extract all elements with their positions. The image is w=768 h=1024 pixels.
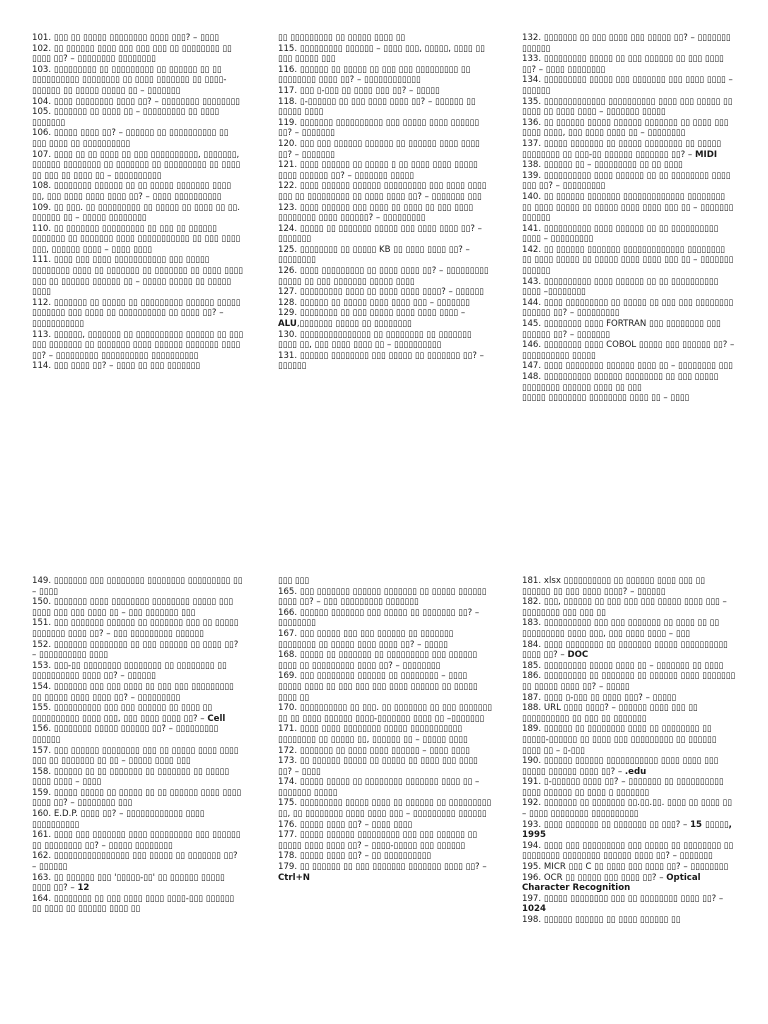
question-item: 151. ▯▯▯ ▯▯▯▯▯▯▯ ▯▯▯▯▯▯ ▯▯ ▯▯▯▯▯▯▯ ▯▯▯ ▯▯ ▯▯▯▯▯ ▯▯▯▯▯▯▯ ▯▯▯▯ ▯▯? – ▯▯▯ ▯▯▯▯▯▯▯▯▯ ▯▯▯▯▯▯	[32, 618, 239, 639]
question-item: 184. ▯▯▯▯ ▯▯▯▯▯▯▯▯ ▯▯ ▯▯▯▯▯▯▯ ▯▯▯▯▯ ▯▯▯▯▯▯▯▯▯▯ ▯▯▯▯ ▯▯? – DOC	[522, 639, 728, 661]
text-column-2	[278, 33, 492, 503]
question-item: 148. ▯▯▯▯▯▯▯▯▯▯ ▯▯▯▯▯▯ ▯▯▯▯▯▯▯▯ ▯▯ ▯▯▯ ▯▯▯▯▯ ▯▯▯▯▯▯▯▯ ▯▯▯▯▯▯ ▯▯▯▯ ▯▯ ▯▯▯	[522, 372, 719, 393]
question-item: 178. ▯▯▯▯▯ ▯▯▯▯ ▯▯? – ▯▯ ▯▯▯▯▯▯▯▯▯▯	[278, 851, 432, 862]
question-item: 102. ▯▯ ▯▯▯▯▯▯ ▯▯▯▯ ▯▯▯ ▯▯▯ ▯▯▯ ▯▯ ▯▯▯▯▯▯▯▯ ▯▯ ▯▯▯▯ ▯▯? – ▯▯▯▯▯▯▯▯ ▯▯▯▯▯▯▯▯	[32, 43, 232, 65]
question-item: 130. ▯▯▯▯▯▯▯▯▯▯▯▯▯▯▯ ▯▯ ▯▯▯▯▯▯▯▯ ▯▯ ▯▯▯▯▯▯▯ ▯▯▯▯ ▯▯, ▯▯▯ ▯▯▯▯ ▯▯▯▯ ▯▯ – ▯▯▯▯▯▯▯▯▯▯	[278, 329, 472, 351]
question-item: 182. ▯▯▯, ▯▯▯▯▯▯ ▯▯ ▯▯▯ ▯▯▯ ▯▯▯ ▯▯▯▯▯ ▯▯▯▯ ▯▯▯ – ▯▯▯▯▯▯▯▯ ▯▯▯ ▯▯▯ ▯▯	[522, 597, 727, 618]
question-item: 101. ▯▯▯ ▯▯ ▯▯▯▯▯ ▯▯▯▯▯▯▯▯ ▯▯▯▯ ▯▯▯? – ▯▯▯▯	[32, 33, 219, 43]
question-item: 181. xlsx ▯▯▯▯▯▯▯▯▯▯ ▯▯ ▯▯▯▯▯▯ ▯▯▯▯ ▯▯▯ ▯▯ ▯▯▯▯▯▯ ▯▯ ▯▯▯ ▯▯▯▯ ▯▯▯▯? – ▯▯▯▯▯▯	[522, 576, 705, 597]
question-item: 115. ▯▯▯▯▯▯▯▯▯ ▯▯▯▯▯▯ – ▯▯▯▯ ▯▯▯, ▯▯▯▯▯, ▯▯▯▯ ▯▯ ▯▯▯ ▯▯▯▯▯ ▯▯▯	[278, 43, 485, 65]
question-item: 168. ▯▯▯▯▯ ▯▯ ▯▯▯▯▯▯▯ ▯▯ ▯▯▯▯▯▯▯▯▯ ▯▯▯ ▯▯▯▯▯▯ ▯▯▯▯ ▯▯ ▯▯▯▯▯▯▯▯▯ ▯▯▯▯ ▯▯? – ▯▯▯▯▯▯▯▯	[278, 650, 478, 671]
question-item: 145. ▯▯▯▯▯▯▯▯ ▯▯▯▯ FORTRAN ▯▯▯ ▯▯▯▯▯▯▯▯ ▯▯▯ ▯▯▯▯▯▯ ▯▯? – ▯▯▯▯▯▯▯	[522, 319, 721, 340]
question-item: 127. ▯▯▯▯▯▯▯▯▯ ▯▯▯▯ ▯▯ ▯▯▯▯ ▯▯▯▯ ▯▯▯▯? – ▯▯▯▯▯▯	[278, 287, 484, 298]
question-item: 156. ▯▯▯▯▯▯▯▯ ▯▯▯▯▯ ▯▯▯▯▯▯ ▯▯? – ▯▯▯▯▯▯▯▯▯ ▯▯▯▯▯▯	[32, 724, 219, 745]
question-item: 110. ▯▯ ▯▯▯▯▯▯▯ ▯▯▯▯▯▯▯▯▯ ▯▯ ▯▯▯ ▯▯ ▯▯▯▯▯▯ ▯▯▯▯▯▯▯ ▯▯ ▯▯▯▯▯▯▯ ▯▯▯▯ ▯▯▯▯▯▯▯▯▯▯▯ ▯▯ ▯▯▯ ▯▯▯▯ ▯▯▯, ▯▯▯▯▯▯ ▯▯▯▯ – ▯▯▯▯ ▯▯▯▯	[32, 223, 241, 255]
text-column-5	[278, 576, 492, 1024]
question-item: 146. ▯▯▯▯▯▯▯▯ ▯▯▯▯ COBOL ▯▯▯▯▯ ▯▯▯ ▯▯▯▯▯▯ ▯▯? – ▯▯▯▯▯▯▯▯▯▯ ▯▯▯▯▯	[522, 340, 735, 361]
question-item: 196. OCR ▯▯ ▯▯▯▯▯ ▯▯▯ ▯▯▯▯ ▯▯? – Optical Character Recognition	[522, 872, 701, 894]
question-item: 140. ▯▯ ▯▯▯▯▯▯ ▯▯▯▯▯▯▯ ▯▯▯▯▯▯▯▯▯▯▯▯▯ ▯▯▯▯▯▯▯▯ ▯▯ ▯▯▯▯ ▯▯▯▯▯ ▯▯ ▯▯▯▯▯ ▯▯▯▯ ▯▯▯▯ ▯▯▯ ▯▯ – ▯▯▯▯▯▯▯ ▯▯▯▯▯▯	[522, 191, 734, 224]
question-item: 164. ▯▯▯▯▯▯▯▯ ▯▯ ▯▯▯ ▯▯▯▯ ▯▯▯▯ ▯▯▯▯-▯▯▯ ▯▯▯▯▯▯ ▯▯ ▯▯▯▯ ▯▯ ▯▯▯▯▯▯ ▯▯▯▯ ▯▯	[32, 893, 235, 915]
question-item: 191. ▯-▯▯▯▯▯▯ ▯▯▯▯ ▯▯? – ▯▯▯▯▯▯▯ ▯▯ ▯▯▯▯▯▯▯▯▯▯ ▯▯▯▯ ▯▯▯▯▯▯ ▯▯ ▯▯▯▯ ▯ ▯▯▯▯▯▯▯	[522, 777, 724, 798]
question-item: 174. ▯▯▯▯▯ ▯▯▯▯▯ ▯▯ ▯▯▯▯▯▯▯▯ ▯▯▯▯▯▯▯ ▯▯▯▯ ▯▯ – ▯▯▯▯▯▯▯ ▯▯▯▯▯	[278, 777, 480, 798]
question-item: 176. ▯▯▯▯▯ ▯▯▯▯ ▯▯? – ▯▯▯▯ ▯▯▯▯	[278, 819, 413, 830]
question-item: 165. ▯▯▯ ▯▯▯▯▯▯▯ ▯▯▯▯▯▯ ▯▯▯▯▯▯▯ ▯▯ ▯▯▯▯▯ ▯▯▯▯▯▯ ▯▯▯▯ ▯▯? – ▯▯▯ ▯▯▯▯▯▯▯▯▯ ▯▯▯▯▯▯▯	[278, 586, 487, 608]
question-item: 173. ▯▯ ▯▯▯▯▯▯ ▯▯▯▯▯ ▯▯ ▯▯▯▯▯ ▯▯ ▯▯▯▯ ▯▯▯ ▯▯▯▯ ▯▯? – ▯▯▯▯	[278, 756, 478, 777]
question-item: 171. ▯▯▯▯ ▯▯▯▯ ▯▯▯▯▯▯▯▯ ▯▯▯▯▯ ▯▯▯▯▯▯▯▯▯▯▯ ▯▯▯▯▯▯▯▯ ▯▯ ▯▯▯▯▯ ▯▯, ▯▯▯▯▯▯ ▯▯ – ▯▯▯▯▯ ▯▯▯▯	[278, 724, 468, 745]
question-item: 158. ▯▯▯▯▯▯ ▯▯ ▯▯ ▯▯▯▯▯▯▯ ▯▯ ▯▯▯▯▯▯▯ ▯▯ ▯▯▯▯▯ ▯▯▯▯ ▯▯▯▯ – ▯▯▯▯	[32, 766, 230, 788]
question-item: 112. ▯▯▯▯▯▯▯ ▯▯ ▯▯▯▯▯ ▯▯ ▯▯▯▯▯▯▯▯▯ ▯▯▯▯▯▯ ▯▯▯▯▯ ▯▯▯▯▯▯▯ ▯▯▯ ▯▯▯▯ ▯▯ ▯▯▯▯▯▯▯▯▯▯ ▯▯ ▯▯▯▯ ▯▯? – ▯▯▯▯▯▯▯▯▯▯▯	[32, 297, 241, 330]
question-item: 134. ▯▯▯▯▯▯▯▯▯ ▯▯▯▯▯ ▯▯▯ ▯▯▯▯▯▯▯ ▯▯▯ ▯▯▯▯ ▯▯▯▯ – ▯▯▯▯▯▯	[522, 75, 733, 96]
question-item: 129. ▯▯▯▯▯▯▯▯ ▯▯ ▯▯▯ ▯▯▯▯▯ ▯▯▯▯ ▯▯▯▯ ▯▯▯▯ – ALU,▯▯▯▯▯▯▯ ▯▯▯▯▯ ▯▯ ▯▯▯▯▯▯▯▯	[278, 308, 466, 330]
question-item: 137. ▯▯▯▯▯ ▯▯▯▯▯▯▯ ▯▯ ▯▯▯▯▯ ▯▯▯▯▯▯▯▯ ▯▯ ▯▯▯▯▯ ▯▯▯▯▯▯▯▯ ▯▯ ▯▯▯-▯▯ ▯▯▯▯▯▯ ▯▯▯▯▯▯▯ ▯▯? – MIDI	[522, 138, 722, 160]
question-item: 187. ▯▯▯▯ ▯-▯▯▯ ▯▯ ▯▯▯▯ ▯▯▯? – ▯▯▯▯▯	[522, 692, 677, 703]
question-item: 141. ▯▯▯▯▯▯▯▯▯▯ ▯▯▯▯ ▯▯▯▯▯▯ ▯▯ ▯▯ ▯▯▯▯▯▯▯▯▯▯ ▯▯▯▯ – ▯▯▯▯▯▯▯▯▯	[522, 223, 719, 245]
question-item: 117. ▯▯▯ ▯-▯▯▯ ▯▯ ▯▯▯▯ ▯▯▯ ▯▯? – ▯▯▯▯▯	[278, 85, 440, 96]
question-item: 143. ▯▯▯▯▯▯▯▯▯▯ ▯▯▯▯ ▯▯▯▯▯▯ ▯▯ ▯▯ ▯▯▯▯▯▯▯▯▯▯ ▯▯▯▯ –▯▯▯▯▯▯▯▯	[522, 276, 719, 298]
question-item: 192. ▯▯▯▯▯▯▯ ▯▯ ▯▯▯▯▯▯▯ ▯▯.▯▯.▯▯. ▯▯▯▯ ▯▯ ▯▯▯▯ ▯▯ – ▯▯▯▯ ▯▯▯▯▯▯▯▯ ▯▯▯▯▯▯▯▯▯▯	[522, 798, 732, 820]
question-item: 190. ▯▯▯▯▯▯ ▯▯▯▯▯▯ ▯▯▯▯▯▯▯▯▯▯▯ ▯▯▯▯ ▯▯▯▯ ▯▯▯ ▯▯▯▯▯ ▯▯▯▯▯▯ ▯▯▯▯ ▯▯? – .edu	[522, 756, 719, 777]
question-item: 105. ▯▯▯▯▯▯▯ ▯▯ ▯▯▯▯ ▯▯ – ▯▯▯▯▯▯▯▯▯ ▯▯ ▯▯▯▯ ▯▯▯▯▯▯▯	[32, 107, 220, 128]
question-item: 169. ▯▯▯ ▯▯▯▯▯▯▯▯ ▯▯▯▯▯▯ ▯▯ ▯▯▯▯▯▯▯▯ – ▯▯▯▯ ▯▯▯▯▯ ▯▯▯▯ ▯▯ ▯▯▯ ▯▯▯ ▯▯▯ ▯▯▯▯ ▯▯▯▯▯▯ ▯▯ ▯▯▯▯▯ ▯▯▯▯ ▯▯	[278, 671, 478, 703]
question-item: 183. ▯▯▯▯▯▯▯▯▯▯ ▯▯▯ ▯▯▯ ▯▯▯▯▯▯▯ ▯▯ ▯▯▯▯ ▯▯ ▯▯ ▯▯▯▯▯▯▯▯▯ ▯▯▯▯ ▯▯▯, ▯▯▯ ▯▯▯▯ ▯▯▯▯ – ▯▯▯	[522, 618, 720, 639]
question-item: 119. ▯▯▯▯▯▯▯ ▯▯▯▯▯▯▯▯▯▯ ▯▯▯ ▯▯▯▯▯ ▯▯▯▯ ▯▯▯▯▯▯ ▯▯? – ▯▯▯▯▯▯▯	[278, 117, 480, 139]
question-item: 197. ▯▯▯▯▯ ▯▯▯▯▯▯▯▯ ▯▯▯ ▯▯ ▯▯▯▯▯▯▯▯ ▯▯▯▯ ▯▯? – 1024	[522, 893, 724, 915]
question-item: 177. ▯▯▯▯▯ ▯▯▯▯▯▯ ▯▯▯▯▯▯▯▯▯ ▯▯▯ ▯▯▯ ▯▯▯▯▯▯ ▯▯ ▯▯▯▯▯ ▯▯▯▯ ▯▯▯▯ ▯▯? – ▯▯▯▯-▯▯▯▯▯ ▯▯▯ ▯▯▯▯▯▯	[278, 830, 478, 851]
text-column-4	[32, 576, 244, 1024]
question-item: 157. ▯▯▯ ▯▯▯▯▯▯ ▯▯▯▯▯▯▯▯ ▯▯▯ ▯▯ ▯▯▯▯▯ ▯▯▯▯ ▯▯▯▯ ▯▯▯ ▯▯ ▯▯▯▯▯▯▯ ▯▯ ▯▯ – ▯▯▯▯▯ ▯▯▯▯ ▯▯▯	[32, 745, 239, 767]
question-item: 123. ▯▯▯▯ ▯▯▯▯▯▯ ▯▯▯ ▯▯▯▯ ▯▯ ▯▯▯▯ ▯▯ ▯▯▯ ▯▯▯▯ ▯▯▯▯▯▯▯▯ ▯▯▯▯ ▯▯▯▯▯▯? – ▯▯▯▯▯▯▯▯▯	[278, 202, 474, 224]
question-item: 116. ▯▯▯▯▯▯ ▯▯ ▯▯▯▯▯ ▯▯ ▯▯▯ ▯▯▯ ▯▯▯▯▯▯▯▯▯ ▯▯ ▯▯▯▯▯▯▯▯ ▯▯▯▯ ▯▯? – ▯▯▯▯▯▯▯▯▯▯▯▯	[278, 64, 471, 86]
question-item: 132. ▯▯▯▯▯▯▯ ▯▯ ▯▯▯ ▯▯▯▯ ▯▯▯ ▯▯▯▯▯ ▯▯? – ▯▯▯▯▯▯▯ ▯▯▯▯▯▯	[522, 33, 731, 54]
question-item: 121. ▯▯▯▯ ▯▯▯▯▯▯ ▯▯ ▯▯▯▯▯ ▯ ▯▯ ▯▯▯▯ ▯▯▯▯ ▯▯▯▯▯ ▯▯▯▯ ▯▯▯▯▯▯ ▯▯? – ▯▯▯▯▯▯▯ ▯▯▯▯▯	[278, 160, 478, 181]
question-item: 172. ▯▯▯▯▯▯▯ ▯▯ ▯▯▯▯ ▯▯▯▯ ▯▯▯▯▯▯ – ▯▯▯▯ ▯▯▯▯	[278, 745, 470, 756]
question-item: 154. ▯▯▯▯▯▯▯ ▯▯▯ ▯▯▯ ▯▯▯▯ ▯▯ ▯▯▯ ▯▯▯ ▯▯▯▯▯▯▯▯▯ ▯▯ ▯▯▯▯▯ ▯▯▯▯ ▯▯▯▯ ▯▯? – ▯▯▯▯▯▯▯▯▯	[32, 681, 234, 703]
question-item: 155. ▯▯▯▯▯▯▯▯▯▯ ▯▯▯ ▯▯▯ ▯▯▯▯▯▯ ▯▯ ▯▯▯▯ ▯▯ ▯▯▯▯▯▯▯▯▯▯ ▯▯▯▯ ▯▯▯, ▯▯▯ ▯▯▯▯ ▯▯▯▯ ▯▯? – Cell	[32, 703, 226, 724]
question-item: 128. ▯▯▯▯▯▯ ▯▯ ▯▯▯▯▯ ▯▯▯▯ ▯▯▯▯ ▯▯▯ – ▯▯▯▯▯▯▯	[278, 297, 470, 308]
question-item: 139. ▯▯▯▯▯▯▯▯▯▯ ▯▯▯▯ ▯▯▯▯▯▯ ▯▯ ▯▯ ▯▯▯▯▯▯▯▯ ▯▯▯▯ ▯▯▯ ▯▯? – ▯▯▯▯▯▯▯▯▯	[522, 170, 731, 192]
question-item: 195. MICR ▯▯▯ C ▯▯ ▯▯▯▯ ▯▯▯ ▯▯▯▯ ▯▯? – ▯▯▯▯▯▯▯▯	[522, 862, 729, 873]
question-item: 186. ▯▯▯▯▯▯▯▯▯ ▯▯ ▯▯▯▯▯▯▯ ▯▯ ▯▯▯▯▯▯ ▯▯▯▯ ▯▯▯▯▯▯▯ ▯▯ ▯▯▯▯▯ ▯▯▯▯ ▯▯? – ▯▯▯▯▯	[522, 671, 736, 692]
question-item: ▯▯▯▯▯ ▯▯▯▯▯▯▯▯ ▯▯▯▯▯▯▯▯ ▯▯▯▯ ▯▯ – ▯▯▯▯	[522, 393, 690, 404]
text-column-1	[32, 33, 244, 503]
question-item: 161. ▯▯▯▯ ▯▯▯ ▯▯▯▯▯▯▯ ▯▯▯▯ ▯▯▯▯▯▯▯▯▯ ▯▯▯ ▯▯▯▯▯▯ ▯▯ ▯▯▯▯▯▯▯▯ ▯▯? – ▯▯▯▯▯ ▯▯▯▯▯▯▯▯	[32, 830, 241, 851]
text-column-3	[522, 33, 736, 503]
question-item: 185. ▯▯▯▯▯▯▯▯▯ ▯▯▯▯▯ ▯▯▯▯ ▯▯ – ▯▯▯▯▯▯▯ ▯▯ ▯▯▯▯	[522, 660, 724, 671]
question-item: 167. ▯▯▯ ▯▯▯▯▯ ▯▯▯ ▯▯▯ ▯▯▯▯▯▯ ▯▯ ▯▯▯▯▯▯▯ ▯▯▯▯▯▯▯▯ ▯▯ ▯▯▯▯▯ ▯▯▯▯ ▯▯▯▯ ▯▯? – ▯▯▯▯▯	[278, 628, 454, 650]
question-item: 103. ▯▯▯▯▯▯▯▯▯ ▯▯ ▯▯▯▯▯▯▯▯▯ ▯▯ ▯▯▯▯▯▯ ▯▯ ▯▯ ▯▯▯▯▯▯▯▯▯▯ ▯▯▯▯▯▯▯▯ ▯▯ ▯▯▯▯ ▯▯▯▯▯▯▯ ▯▯ ▯▯▯▯-▯▯▯▯▯▯ ▯▯ ▯▯▯▯▯ ▯▯▯▯▯ ▯▯ – ▯▯▯▯▯▯▯	[32, 64, 227, 96]
question-item: 126. ▯▯▯▯ ▯▯▯▯▯▯▯▯▯ ▯▯ ▯▯▯▯ ▯▯▯▯ ▯▯? – ▯▯▯▯▯▯▯▯▯ ▯▯▯▯▯ ▯▯ ▯▯▯ ▯▯▯▯▯▯▯ ▯▯▯▯▯ ▯▯▯▯	[278, 266, 489, 287]
question-item: 131. ▯▯▯▯▯▯ ▯▯▯▯▯▯▯▯ ▯▯▯ ▯▯▯▯▯ ▯▯ ▯▯▯▯▯▯▯ ▯▯? –▯▯▯▯▯▯	[278, 350, 484, 372]
question-item: 198. ▯▯▯▯▯▯ ▯▯▯▯▯▯ ▯▯ ▯▯▯▯ ▯▯▯▯▯▯ ▯▯	[522, 915, 681, 925]
question-item: 136. ▯▯ ▯▯▯▯▯▯ ▯▯▯▯▯ ▯▯▯▯▯▯ ▯▯▯▯▯▯▯ ▯▯ ▯▯▯▯ ▯▯▯ ▯▯▯▯ ▯▯▯▯, ▯▯▯ ▯▯▯▯ ▯▯▯▯ ▯▯ – ▯▯▯▯▯▯▯▯	[522, 117, 729, 139]
question-item: 189. ▯▯▯▯▯▯ ▯▯ ▯▯▯▯▯▯▯▯ ▯▯▯▯ ▯▯ ▯▯▯▯▯▯▯▯ ▯▯ ▯▯▯▯▯-▯▯▯▯▯▯ ▯▯ ▯▯▯▯ ▯▯▯ ▯▯▯▯▯▯▯▯▯ ▯▯ ▯▯▯▯▯▯ ▯▯▯▯ ▯▯ – ▯-▯▯▯	[522, 724, 717, 756]
question-item: 108. ▯▯▯▯▯▯▯▯ ▯▯▯▯▯▯ ▯▯ ▯▯ ▯▯▯▯▯ ▯▯▯▯▯▯▯ ▯▯▯▯ ▯▯, ▯▯▯ ▯▯▯▯ ▯▯▯▯ ▯▯▯▯ ▯▯? – ▯▯▯▯ ▯▯▯▯▯▯▯▯▯▯	[32, 181, 232, 202]
question-item: 122. ▯▯▯▯ ▯▯▯▯▯▯ ▯▯▯▯▯▯ ▯▯▯▯▯▯▯▯▯ ▯▯▯ ▯▯▯▯ ▯▯▯▯ ▯▯▯ ▯▯ ▯▯▯▯▯▯▯▯▯ ▯▯ ▯▯▯▯ ▯▯▯▯ ▯▯? – ▯▯▯▯▯▯▯ ▯▯▯	[278, 181, 487, 202]
question-item: 118. ▯-▯▯▯▯▯▯ ▯▯ ▯▯▯ ▯▯▯▯ ▯▯▯▯ ▯▯? – ▯▯▯▯▯▯ ▯▯ ▯▯▯▯▯ ▯▯▯▯	[278, 96, 476, 118]
question-item: 193. ▯▯▯▯ ▯▯▯▯▯▯▯ ▯▯ ▯▯▯▯▯▯▯ ▯▯ ▯▯▯? – 15 ▯▯▯▯▯, 1995	[522, 819, 732, 841]
question-item: 147. ▯▯▯▯ ▯▯▯▯▯▯▯▯ ▯▯▯▯▯▯ ▯▯▯▯ ▯▯ – ▯▯▯▯▯▯▯▯ ▯▯▯	[522, 361, 733, 372]
question-item: 150. ▯▯▯▯▯▯▯ ▯▯▯▯ ▯▯▯▯▯▯▯▯ ▯▯▯▯▯▯▯▯ ▯▯▯▯▯ ▯▯▯ ▯▯▯▯ ▯▯▯ ▯▯▯ ▯▯▯▯ ▯▯ – ▯▯▯ ▯▯▯▯▯▯▯ ▯▯▯	[32, 597, 234, 618]
question-item: 188. URL ▯▯▯▯ ▯▯▯▯? – ▯▯▯▯▯▯ ▯▯▯▯ ▯▯▯ ▯▯ ▯▯▯▯▯▯▯▯▯▯ ▯▯ ▯▯▯ ▯▯ ▯▯▯▯▯▯▯	[522, 703, 698, 724]
question-item: 152. ▯▯▯▯▯▯▯ ▯▯▯▯▯▯▯▯ ▯▯ ▯▯▯ ▯▯▯▯▯▯ ▯▯ ▯▯▯▯ ▯▯? – ▯▯▯▯▯▯▯▯▯▯ ▯▯▯▯	[32, 639, 239, 661]
question-item: 125. ▯▯▯▯▯▯▯▯ ▯▯ ▯▯▯▯▯ KB ▯▯ ▯▯▯▯ ▯▯▯▯ ▯▯? –▯▯▯▯▯▯▯▯	[278, 244, 470, 266]
question-item: 166. ▯▯▯▯▯▯ ▯▯▯▯▯▯▯ ▯▯▯ ▯▯▯▯▯ ▯▯ ▯▯▯▯▯▯▯ ▯▯? –▯▯▯▯▯▯▯▯	[278, 607, 480, 629]
question-item: 160. E.D.P. ▯▯▯▯ ▯▯? – ▯▯▯▯▯▯▯▯▯▯▯▯ ▯▯▯▯ ▯▯▯▯▯▯▯▯▯▯	[32, 809, 205, 830]
question-item: 163. ▯▯ ▯▯▯▯▯▯ ▯▯▯ '▯▯▯▯▯-▯▯' ▯▯ ▯▯▯▯▯▯ ▯▯▯▯▯ ▯▯▯▯ ▯▯? – 12	[32, 872, 225, 894]
question-item: 194. ▯▯▯▯ ▯▯▯ ▯▯▯▯▯▯▯▯▯ ▯▯▯ ▯▯▯▯▯ ▯▯ ▯▯▯▯▯▯▯▯ ▯▯ ▯▯▯▯▯▯▯▯ ▯▯▯▯▯▯▯▯ ▯▯▯▯▯▯ ▯▯▯▯ ▯▯? – ▯▯▯▯▯▯▯	[522, 840, 734, 862]
question-item: 135. ▯▯▯▯▯▯▯▯▯▯▯▯▯ ▯▯▯▯▯▯▯▯▯▯ ▯▯▯▯ ▯▯▯ ▯▯▯▯▯ ▯▯ ▯▯▯▯ ▯▯ ▯▯▯▯ ▯▯▯▯ – ▯▯▯▯▯▯▯ ▯▯▯▯▯	[522, 96, 733, 118]
text-column-6	[522, 576, 736, 1024]
question-item: 111. ▯▯▯▯ ▯▯▯ ▯▯▯▯ ▯▯▯▯▯▯▯▯▯▯▯ ▯▯▯ ▯▯▯▯▯ ▯▯▯▯▯▯▯▯ ▯▯▯▯ ▯▯ ▯▯▯▯▯▯▯ ▯▯ ▯▯▯▯▯▯▯ ▯▯ ▯▯▯▯ ▯▯▯▯ ▯▯▯ ▯▯ ▯▯▯▯▯▯ ▯▯▯▯▯▯ ▯▯ – ▯▯▯▯▯ ▯▯▯▯▯ ▯▯ ▯▯▯▯▯ ▯▯▯▯	[32, 255, 244, 298]
question-item: 109. ▯▯ ▯▯▯. ▯▯ ▯▯▯▯▯▯▯▯▯ ▯▯ ▯▯▯▯▯ ▯▯ ▯▯▯▯ ▯▯ ▯▯. ▯▯▯▯▯▯ ▯▯ – ▯▯▯▯▯ ▯▯▯▯▯▯▯▯	[32, 202, 240, 224]
question-item: 175. ▯▯▯▯▯▯▯▯▯ ▯▯▯▯▯ ▯▯▯▯ ▯▯ ▯▯▯▯▯▯ ▯▯ ▯▯▯▯▯▯▯▯▯ ▯▯, ▯▯ ▯▯▯▯▯▯▯▯ ▯▯▯▯ ▯▯▯▯ ▯▯▯ – ▯▯▯▯▯▯▯▯▯ ▯▯▯▯▯▯	[278, 798, 492, 820]
question-item: 104. ▯▯▯▯ ▯▯▯▯▯▯▯▯ ▯▯▯▯ ▯▯? – ▯▯▯▯▯▯▯▯ ▯▯▯▯▯▯▯▯	[32, 96, 240, 107]
question-item: ▯▯▯ ▯▯▯	[278, 576, 310, 586]
question-item: 149. ▯▯▯▯▯▯▯ ▯▯▯ ▯▯▯▯▯▯▯▯ ▯▯▯▯▯▯▯▯ ▯▯▯▯▯▯▯▯▯ ▯▯ – ▯▯▯▯	[32, 576, 243, 597]
question-item: 170. ▯▯▯▯▯▯▯▯▯▯ ▯▯ ▯▯▯. ▯▯ ▯▯▯▯▯▯▯ ▯▯ ▯▯▯ ▯▯▯▯▯▯▯ ▯▯ ▯▯ ▯▯▯▯ ▯▯▯▯▯▯ ▯▯▯▯-▯▯▯▯▯▯▯ ▯▯▯▯ ▯▯ –▯▯▯▯▯▯▯	[278, 703, 492, 724]
question-item: 159. ▯▯▯▯▯ ▯▯▯▯▯ ▯▯ ▯▯▯▯▯ ▯▯ ▯▯ ▯▯▯▯▯▯ ▯▯▯▯ ▯▯▯▯ ▯▯▯▯ ▯▯? – ▯▯▯▯▯▯▯▯ ▯▯▯	[32, 787, 242, 809]
question-item: 107. ▯▯▯▯ ▯▯ ▯▯ ▯▯▯▯ ▯▯ ▯▯▯ ▯▯▯▯▯▯▯▯▯▯, ▯▯▯▯▯▯▯, ▯▯▯▯▯▯ ▯▯▯▯▯▯▯▯ ▯▯ ▯▯▯▯▯▯▯ ▯▯ ▯▯▯▯▯▯▯▯▯ ▯▯ ▯▯▯▯ ▯▯ ▯▯▯ ▯▯ ▯▯▯▯ ▯▯ – ▯▯▯▯▯▯▯▯▯▯	[32, 149, 241, 181]
question-item: 124. ▯▯▯▯▯ ▯▯ ▯▯▯▯▯▯▯ ▯▯▯▯▯ ▯▯▯ ▯▯▯▯ ▯▯▯▯ ▯▯? – ▯▯▯▯▯▯▯	[278, 223, 482, 245]
question-item: 106. ▯▯▯▯▯ ▯▯▯▯ ▯▯? – ▯▯▯▯▯▯ ▯▯ ▯▯▯▯▯▯▯▯▯▯ ▯▯ ▯▯▯ ▯▯▯▯ ▯▯ ▯▯▯▯▯▯▯▯▯▯	[32, 128, 229, 149]
question-item: 114. ▯▯▯ ▯▯▯▯ ▯▯? – ▯▯▯▯ ▯▯ ▯▯▯ ▯▯▯▯▯▯▯	[32, 361, 201, 372]
question-item: 144. ▯▯▯▯ ▯▯▯▯▯▯▯▯▯ ▯▯ ▯▯▯▯▯ ▯▯ ▯▯▯ ▯▯▯ ▯▯▯▯▯▯▯▯ ▯▯▯▯▯▯ ▯▯? – ▯▯▯▯▯▯▯▯▯	[522, 297, 734, 319]
question-item: 142. ▯▯ ▯▯▯▯▯▯ ▯▯▯▯▯▯▯ ▯▯▯▯▯▯▯▯▯▯▯▯▯ ▯▯▯▯▯▯▯▯ ▯▯ ▯▯▯▯ ▯▯▯▯▯ ▯▯ ▯▯▯▯▯ ▯▯▯▯ ▯▯▯▯ ▯▯▯ ▯▯ – ▯▯▯▯▯▯▯ ▯▯▯▯▯▯	[522, 244, 734, 277]
question-item: 179. ▯▯ ▯▯▯▯▯▯ ▯▯ ▯▯▯ ▯▯▯▯▯▯▯ ▯▯▯▯▯▯▯ ▯▯▯▯ ▯▯? – Ctrl+N	[278, 862, 487, 883]
question-item: ▯▯ ▯▯▯▯▯▯▯▯▯ ▯▯ ▯▯▯▯▯ ▯▯▯▯ ▯▯	[278, 33, 406, 43]
question-item: 120. ▯▯▯ ▯▯▯ ▯▯▯▯▯▯ ▯▯▯▯▯▯ ▯▯ ▯▯▯▯▯▯ ▯▯▯▯ ▯▯▯▯ ▯▯? – ▯▯▯▯▯▯▯	[278, 138, 480, 160]
question-item: 113. ▯▯▯▯▯▯, ▯▯▯▯▯▯▯ ▯▯ ▯▯▯▯▯▯▯▯▯▯ ▯▯▯▯▯▯ ▯▯ ▯▯▯ ▯▯▯ ▯▯▯▯▯▯▯ ▯▯ ▯▯▯▯▯▯▯ ▯▯▯▯ ▯▯▯▯▯▯ ▯▯▯▯▯▯▯ ▯▯▯▯ ▯▯? – ▯▯▯▯▯▯▯▯▯ ▯▯▯▯▯▯▯▯▯▯ ▯▯▯▯▯▯▯▯▯▯	[32, 329, 244, 361]
question-item: 133. ▯▯▯▯▯▯▯▯▯ ▯▯▯▯▯ ▯▯ ▯▯▯ ▯▯▯▯▯▯ ▯▯ ▯▯▯ ▯▯▯▯ ▯▯? – ▯▯▯▯ ▯▯▯▯▯▯▯▯	[522, 54, 724, 75]
question-item: 153. ▯▯▯-▯▯ ▯▯▯▯▯▯▯▯ ▯▯▯▯▯▯▯▯ ▯▯ ▯▯▯▯▯▯▯▯ ▯▯ ▯▯▯▯▯▯▯▯▯▯ ▯▯▯▯ ▯▯? – ▯▯▯▯▯▯	[32, 660, 227, 682]
question-item: 138. ▯▯▯▯▯▯ ▯▯ – ▯▯▯▯▯▯▯▯▯ ▯▯ ▯▯ ▯▯▯▯	[522, 160, 683, 171]
question-item: 162. ▯▯▯▯▯▯▯▯▯▯▯▯▯▯▯▯ ▯▯▯ ▯▯▯▯▯ ▯▯ ▯▯▯▯▯▯▯ ▯▯? – ▯▯▯▯▯▯	[32, 851, 238, 873]
